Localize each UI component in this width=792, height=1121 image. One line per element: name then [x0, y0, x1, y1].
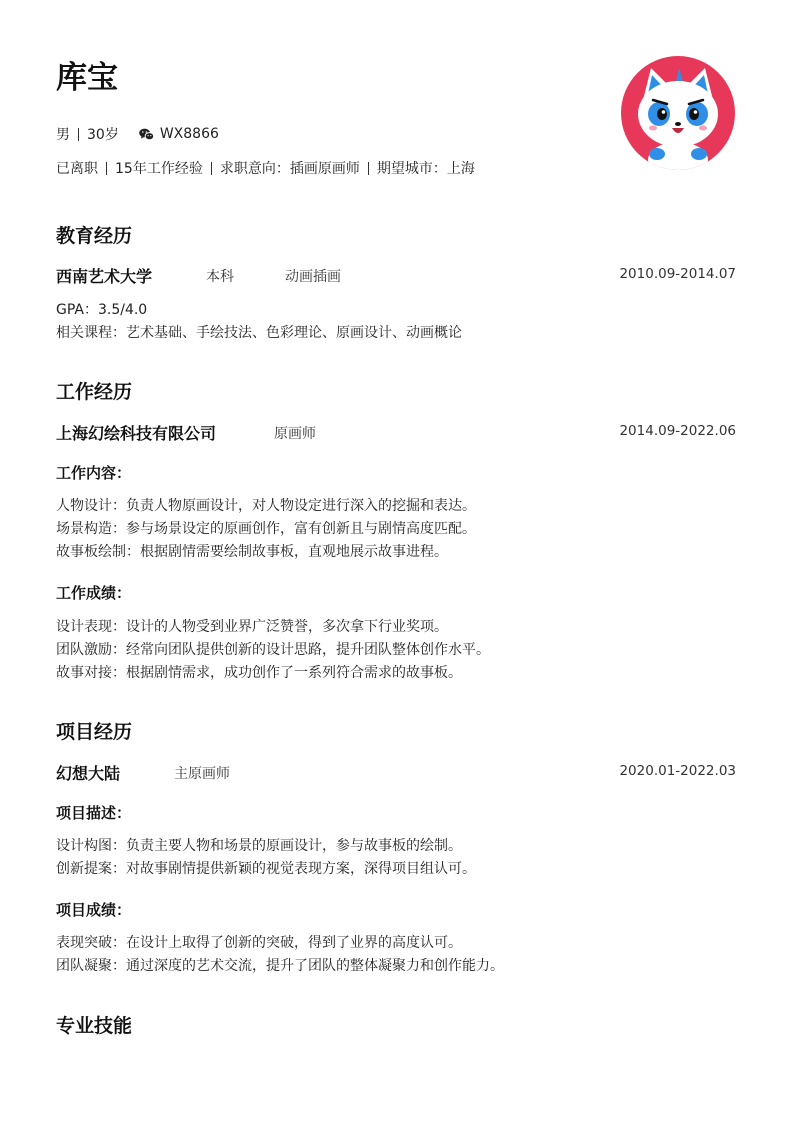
list-item: 团队凝聚：通过深度的艺术交流，提升了团队的整体凝聚力和创作能力。 [56, 958, 504, 974]
list-item: 场景构造：参与场景设定的原画创作，富有创新且与剧情高度匹配。 [56, 521, 476, 537]
education-date: 2010.09-2014.07 [619, 266, 736, 282]
list-item: 故事板绘制：根据剧情需要绘制故事板，直观地展示故事进程。 [56, 544, 448, 560]
divider [106, 162, 107, 175]
project-desc-title: 项目描述： [56, 804, 132, 822]
wechat-contact [139, 126, 219, 142]
section-title-project: 项目经历 [56, 721, 133, 743]
project-achievements-title: 项目成绩： [56, 901, 132, 919]
cat-mascot-icon [621, 56, 735, 170]
project-date: 2020.01-2022.03 [619, 763, 736, 779]
project-entry [56, 761, 736, 785]
job-intent: 求职意向：插画原画师 [219, 161, 360, 177]
work-years: 15年工作经验 [115, 161, 203, 177]
work-entry [56, 421, 736, 445]
work-achievements-title: 工作成绩： [56, 584, 132, 602]
project-role: 主原画师 [174, 766, 230, 782]
gpa: GPA：3.5/4.0 [56, 302, 148, 318]
divider [78, 128, 79, 141]
gender: 男 [56, 127, 70, 143]
major: 动画插画 [285, 269, 341, 285]
section-title-work: 工作经历 [56, 381, 133, 403]
education-entry [56, 264, 736, 288]
age: 30岁 [87, 127, 119, 143]
basic-info-line [56, 124, 219, 144]
list-item: 团队激励：经常向团队提供创新的设计思路，提升团队整体创作水平。 [56, 642, 490, 658]
candidate-name: 库宝 [56, 60, 118, 96]
wechat-id: WX8866 [159, 126, 219, 142]
section-title-skills: 专业技能 [56, 1015, 133, 1037]
job-status: 已离职 [56, 161, 98, 177]
list-item: 故事对接：根据剧情需求，成功创作了一系列符合需求的故事板。 [56, 665, 462, 681]
courses: 相关课程：艺术基础、手绘技法、色彩理论、原画设计、动画概论 [56, 325, 462, 341]
expected-city: 期望城市：上海 [376, 161, 475, 177]
degree: 本科 [206, 269, 234, 285]
section-title-education: 教育经历 [56, 225, 133, 247]
list-item: 设计表现：设计的人物受到业界广泛赞誉，多次拿下行业奖项。 [56, 619, 448, 635]
list-item: 设计构图：负责主要人物和场景的原画设计，参与故事板的绘制。 [56, 838, 462, 854]
school-name: 西南艺术大学 [56, 267, 153, 286]
divider [211, 162, 212, 175]
list-item: 创新提案：对故事剧情提供新颖的视觉表现方案，深得项目组认可。 [56, 861, 476, 877]
wechat-icon [139, 128, 154, 141]
job-info-line [56, 158, 475, 178]
divider [368, 162, 369, 175]
company-name: 上海幻绘科技有限公司 [56, 424, 217, 443]
work-role: 原画师 [274, 426, 316, 442]
work-content-title: 工作内容： [56, 464, 132, 482]
project-name: 幻想大陆 [56, 764, 121, 783]
list-item: 表现突破：在设计上取得了创新的突破，得到了业界的高度认可。 [56, 935, 462, 951]
avatar [621, 56, 735, 170]
list-item: 人物设计：负责人物原画设计，对人物设定进行深入的挖掘和表达。 [56, 498, 476, 514]
work-date: 2014.09-2022.06 [619, 423, 736, 439]
